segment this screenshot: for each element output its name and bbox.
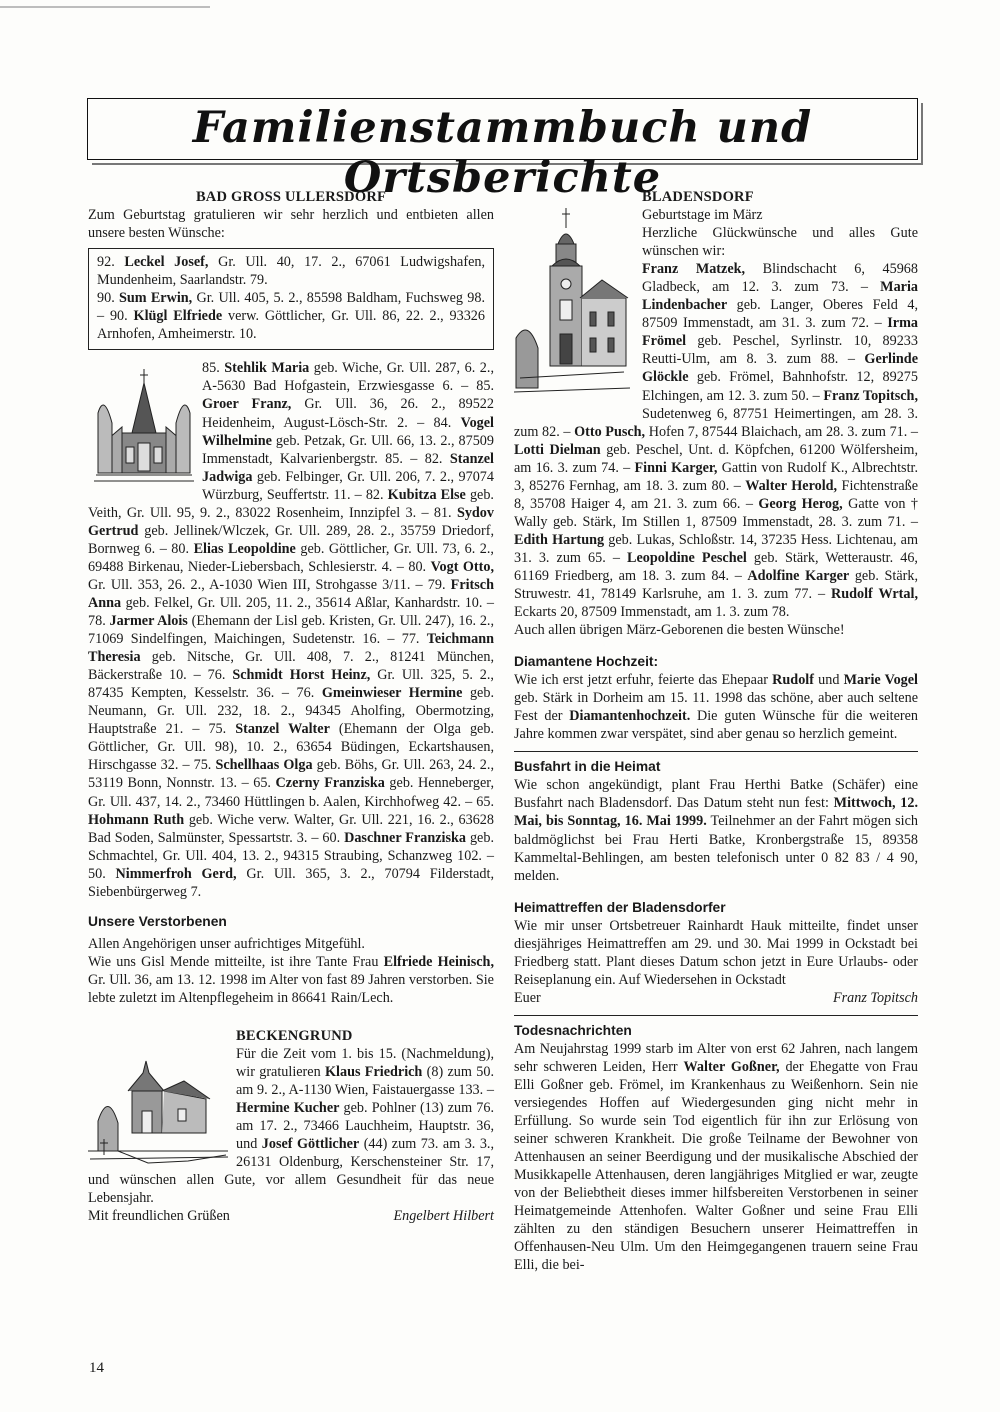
entry-name: Stehlik Maria	[224, 360, 310, 377]
entry-text: Gr. Ull. 325, 5. 2., 87435 Kempten, Kesselstr. 36. – 76.	[88, 667, 494, 702]
entry-text: geb. Henneberger, Gr. Ull. 437, 14. 2., 73460 Hüttlingen b. Aalen, Kirchhofweg 42. – 65.	[88, 775, 494, 810]
entry-text: Gr. Ull. 353, 26. 2., A-1030 Wien III, Strohgasse 3/11. – 79.	[88, 576, 451, 593]
beckengrund-section	[88, 1027, 494, 1226]
entry-text: geb. Frömel, Bahnhofstr. 12, 89275 Elchingen, am 12. 3. zum 50. –	[642, 369, 918, 404]
entry-text: geb. Jellinek/Wlczek, Gr. Ull. 289, 28. 2., 35759 Driedorf, Bornweg 6. – 80.	[88, 522, 494, 557]
church-illustration-right	[514, 188, 632, 404]
top-rule	[0, 6, 210, 8]
church-illustration-left	[94, 363, 194, 485]
entry-name: Klügl Elfriede	[133, 308, 223, 325]
entry-text: Blindschacht 6, 45968 Gladbeck, am 12. 3. zum 73. –	[642, 261, 918, 296]
entry-text: geb. Neumann, Gr. Ull. 232, 18. 2., 94345 Aholfing, Obermotzing, Hauptstraße 21. – 75.	[88, 685, 494, 738]
heimattreffen-text: Wie mir unser Ortsbetreuer Rainhardt Hauk mitteilte, findet unser diesjähriges Heimattreffen am 29. und 30. Mai 1999 in Ockstadt bei Friedberg statt. Plant dieses Datum schon jetzt in Eure Urlaubs- oder Reiseplanung ein. Auf Wiedersehen in Ockstadt	[514, 917, 918, 988]
entry-text: geb. Felkel, Gr. Ull. 205, 11. 2., 35614 Aßlar, Kanhardstr. 10. – 78.	[88, 594, 494, 630]
text: Gr. Ull. 36, am 13. 12. 1998 im Alter von fast 89 Jahren verstorben. Sie lebte zuletzt im Altenpflegeheim in 86641 Rain/Lech.	[88, 971, 494, 1006]
entry-name: Schmidt Horst Heinz,	[232, 667, 371, 684]
entry-text: geb. Lukas, Schloßstr. 14, 37235 Hess. Lichtenau, am 31. 3. zum 65. –	[514, 531, 918, 566]
bladensdorf-intro2: Herzliche Glückwünsche und alles Gute wünschen wir:	[642, 225, 918, 260]
date-highlight: Mittwoch, 12. Mai, bis Sonntag, 16. Mai 1999.	[514, 795, 919, 830]
entry-text: geb. Peschel, Syrlinstr. 10, 89233 Reutti-Ulm, am 8. 3. zum 88. –	[642, 333, 918, 368]
entry-age: 85.	[202, 360, 225, 377]
entry-age: 92.	[97, 254, 125, 271]
bad-gross-list	[88, 359, 494, 900]
busfahrt-text	[514, 776, 918, 884]
entry-name: Rudolf	[772, 672, 814, 689]
diamant-text	[514, 671, 918, 743]
section-title-bad-gross-ullersdorf: BAD GROSS ULLERSDORF	[195, 189, 387, 205]
text: (8) zum 50. am 9. 2., A-1130 Wien, Faistauergasse 133. –	[236, 1064, 494, 1099]
entry-text: geb. Göttlicher, Gr. Ull. 73, 6. 2., 69488 Birkenau, Nieder-Liebersbach, Schlesierstr. 4. – 80.	[88, 540, 494, 575]
entry-name: Sydov Gertrud	[88, 504, 494, 539]
text: und	[813, 672, 844, 689]
entry-name: Stanzel Walter	[235, 721, 330, 738]
section-title-verstorbene: Unsere Verstorbenen	[88, 913, 227, 929]
right-column	[514, 188, 918, 1274]
section-title-busfahrt: Busfahrt in die Heimat	[514, 759, 661, 775]
bad-gross-intro: Zum Geburtstag gratulieren wir sehr herzlich und entbieten allen unsere besten Wünsche:	[88, 207, 494, 242]
birthday-box-text-2	[97, 289, 485, 343]
text: geb. Stärk in Dorheim am 15. 11. 1998 das schöne, aber auch seltene Fest der	[514, 690, 918, 725]
page-number: 14	[89, 1360, 104, 1376]
entry-text: geb. Schmachtel, Gr. Ull. 404, 13. 2., 94315 Straubing, Schanzweg 102. – 50.	[88, 829, 494, 882]
entry-text: geb. Stärk, Struwestr. 41, 78149 Karlsruhe, am 1. 3. zum 77. –	[514, 567, 918, 603]
greeting: Mit freundlichen Grüßen	[88, 1208, 230, 1225]
section-title-heimattreffen: Heimattreffen der Bladensdorfer	[514, 899, 726, 915]
text: Wie uns Gisl Mende mitteilte, ist ihre Tante Frau	[88, 953, 384, 970]
text: (44) zum 73. am 3. 3., 26131 Oldenburg, Kerschensteiner Str. 17, und wünschen allen Gute, vor allem Gesundheit für das neue Lebensjahr.	[88, 1136, 495, 1207]
entry-name: Jarmer Alois	[109, 613, 188, 630]
author: Franz Topitsch	[832, 989, 918, 1006]
entry-name: Franz Topitsch,	[823, 387, 918, 404]
section-title-beckengrund: BECKENGRUND	[236, 1027, 353, 1044]
bladensdorf-intro: Geburtstage im März	[642, 207, 763, 224]
entry-name: Maria Lindenbacher	[642, 279, 918, 314]
entry-name: Kubitza Else	[387, 486, 466, 503]
deceased-name: Walter Goßner,	[683, 1058, 780, 1075]
text: der Ehegatte von Frau Elli Goßner geb. Frömel, im Krankenhaus zu Weißenhorn. Sein nie versiegendes Hoffen auf Wiedergesunden ging nicht mehr in Erfüllung. So wurde sein Tod eigentlich für ihn zur Erlösung von seiner schweren Krankheit. Die große Teilname der Bewohner von Attenhausen an seiner Beerdigung und der musikalische Abschied der Musikkapelle Attenhausen, deren langjähriges Mitglied er war, zeugte von der Beliebtheit dieses immer hilfsbereiten Verstorbenen in seiner Heimatgemeinde Attenhofen. Walter Goßner und seine Frau Elli zählten zu den ständigen Besuchern unserer Heimattreffen in Offenhausen-Neu Ulm. Um den Heimgegangenen trauern seine Frau Elli, die bei-	[514, 1058, 919, 1274]
entry-name: Gmeinwieser Hermine	[321, 685, 463, 702]
section-title-bladensdorf: BLADENSDORF	[642, 189, 754, 205]
text: Teilnehmer an der Fahrt mögen sich baldmöglichst bei Frau Herti Batke, Kronbergstraße 15, 89358 Kammeltal-Behlingen, am besten telefonisch unter 0 82 83 / 4 90, melden.	[514, 813, 919, 884]
entry-text: geb. Langer, Oberes Feld 4, 87509 Immenstadt, am 31. 3. zum 72. –	[642, 297, 918, 332]
highlight: Diamantenhochzeit.	[569, 708, 691, 725]
entry-text: geb. Veith, Gr. Ull. 95, 9. 2., 83022 Rosenheim, Innzipfel 3. – 81.	[88, 486, 494, 521]
entry-name: Daschner Franziska	[344, 829, 466, 846]
beckengrund-signature	[88, 1207, 494, 1225]
entry-name: Franz Matzek,	[642, 261, 746, 278]
entry-name: Leopoldine Peschel	[627, 549, 747, 566]
section-title-diamantene-hochzeit: Diamantene Hochzeit:	[514, 654, 659, 670]
entry-name: Georg Herog,	[758, 495, 843, 512]
entry-name: Edith Hartung	[514, 531, 605, 548]
entry-name: Otto Pusch,	[574, 423, 646, 440]
entry-name: Hermine Kucher	[236, 1100, 340, 1117]
entry-text: geb. Böhs, Gr. Ull. 263, 24. 2., 53119 Bonn, Nonnstr. 13. – 65.	[88, 757, 494, 792]
entry-text: geb. Stärk, Wetteraustr. 46, 61169 Friedberg, am 18. 3. zum 84. –	[514, 549, 918, 584]
bladensdorf-closing: Auch allen übrigen März-Geborenen die besten Wünsche!	[514, 622, 845, 639]
birthday-box	[88, 248, 494, 350]
entry-text: Gr. Ull. 405, 5. 2., 85598 Baldham, Fuchsweg 98. – 90.	[97, 290, 486, 325]
entry-text: geb. Wiche, Gr. Ull. 287, 6. 2., A-5630 Bad Hofgastein, Erzwiesgasse 6. – 85.	[202, 360, 494, 395]
divider	[514, 1015, 918, 1016]
entry-name: Czerny Franziska	[275, 775, 385, 792]
entry-text: geb. Petzak, Gr. Ull. 66, 13. 2., 87509 Immenstadt, Kalvarienbergstr. 85. – 82.	[202, 432, 494, 467]
entry-name: Marie Vogel	[843, 672, 918, 689]
text: Die guten Wünsche für die weiteren Jahre kommen zwar verspätet, sind aber genau so herzlich gemeint.	[514, 708, 918, 743]
entry-name: Nimmerfroh Gerd,	[115, 865, 237, 882]
entry-name: Hohmann Ruth	[88, 811, 185, 828]
entry-name: Elias Leopoldine	[193, 540, 296, 557]
entry-text: (Ehemann der Olga geb. Göttlicher, Gr. Ull. 98), 10. 2., 63654 Büdingen, Eckartshausen, Hirschgasse 32. – 75.	[88, 721, 494, 774]
entry-text: Gr. Ull. 365, 3. 2., 70794 Filderstadt, Siebenbürgerweg 7.	[88, 865, 494, 900]
left-column	[88, 188, 494, 1225]
entry-name: Josef Göttlicher	[261, 1136, 360, 1153]
entry-text: Gattin von Rudolf K., Albrechtstr. 3, 85276 Fernhag, am 18. 3. zum 80. –	[514, 459, 918, 494]
text: Am Neujahrstag 1999 starb im Alter von erst 62 Jahren, nach langem sehr schweren Leiden, Herr	[514, 1040, 918, 1075]
entry-name: Groer Franz,	[202, 396, 292, 413]
verstorbene-p2	[88, 953, 494, 1007]
entry-name: Klaus Friedrich	[325, 1064, 423, 1081]
entry-name: Lotti Dielman	[514, 441, 601, 458]
entry-name: Teichmann Theresia	[88, 631, 494, 666]
entry-name: Leckel Josef,	[124, 254, 209, 271]
entry-age: 90.	[97, 290, 119, 307]
text: Wie ich erst jetzt erfuhr, feierte das Ehepaar	[514, 672, 773, 689]
birthday-box-text	[97, 253, 485, 289]
entry-name: Gerlinde Glöckle	[642, 351, 918, 386]
divider	[514, 751, 918, 752]
entry-text: geb. Wiche verw. Walter, Gr. Ull. 221, 16. 2., 63628 Bad Soden, Salmünster, Spessartstr. 3. – 60.	[88, 811, 494, 846]
text: Wie schon angekündigt, plant Frau Herthi Batke (Schäfer) eine Busfahrt nach Bladensdorf. Das Datum steht nun fest:	[514, 777, 918, 812]
text: Für die Zeit vom 1. bis 15. (Nachmeldung), wir gratulieren	[236, 1046, 494, 1081]
verstorbene-p1: Allen Angehörigen unser aufrichtiges Mitgefühl.	[88, 935, 365, 952]
entry-text: Fichtenstraße 8, 35708 Haiger 4, am 21. 3. zum 66. –	[514, 477, 918, 512]
entry-text: geb. Nitsche, Gr. Ull. 408, 7. 2., 81241 München, Bäckerstraße 10. – 76.	[88, 649, 494, 684]
deceased-name: Elfriede Heinisch,	[383, 953, 494, 970]
entry-text: Hofen 7, 87544 Blaichach, am 28. 3. zum 71. –	[645, 423, 919, 440]
entry-name: Finni Karger,	[634, 459, 718, 476]
entry-name: Adolfine Karger	[747, 567, 850, 584]
entry-text: (Ehemann der Lisl geb. Kristen, Gr. Ull. 247), 16. 2., 71069 Sindelfingen, Maichingen, Sudetenstr. 16. – 77.	[88, 613, 495, 648]
entry-text: Gr. Ull. 40, 17. 2., 67061 Ludwigshafen, Mundenheim, Saarlandstr. 79.	[97, 254, 486, 289]
entry-text: geb. Felbinger, Gr. Ull. 206, 7. 2., 97074 Würzburg, Seuffertstr. 11. – 82.	[202, 468, 494, 503]
entry-name: Schellhaas Olga	[215, 757, 313, 774]
entry-name: Irma Frömel	[642, 315, 918, 350]
entry-name: Walter Herold,	[745, 477, 838, 494]
entry-text: Sudetenweg 6, 87751 Heimertingen, am 28. 3. zum 82. –	[514, 405, 918, 440]
entry-text: verw. Göttlicher, Gr. Ull. 86, 22. 2., 93326 Arnhofen, Amheimerstr. 10.	[97, 308, 485, 343]
entry-name: Sum Erwin,	[118, 290, 193, 307]
chapel-illustration	[88, 1051, 228, 1169]
entry-text: Gr. Ull. 36, 26. 2., 89522 Heidenheim, August-Lösch-Str. 2. – 84.	[202, 396, 494, 431]
page-title: Familienstammbuch und Ortsberichte	[192, 103, 813, 203]
entry-text: Gatte von † Wally geb. Stärk, Im Stillen 1, 87509 Immenstadt, 28. 3. zum 71. –	[514, 495, 918, 530]
text: geb. Pohlner (13) zum 76. am 17. 2., 73466 Lauchheim, Hauptstr. 36, und	[236, 1100, 494, 1153]
greeting: Euer	[514, 989, 541, 1006]
author: Engelbert Hilbert	[393, 1208, 494, 1225]
section-title-todesnachrichten: Todesnachrichten	[514, 1022, 632, 1038]
todes-text	[514, 1040, 918, 1275]
entry-name: Rudolf Wrtal,	[831, 586, 918, 603]
entry-name: Fritsch Anna	[88, 576, 494, 611]
entry-name: Stanzel Jadwiga	[202, 450, 494, 485]
entry-name: Vogt Otto,	[430, 558, 494, 575]
entry-name: Vogel Wilhelmine	[202, 414, 494, 449]
entry-text: Eckarts 20, 87509 Immenstadt, am 1. 3. zum 78.	[514, 604, 790, 621]
entry-text: geb. Peschel, Unt. d. Köpfchen, 61200 Wölfersheim, am 16. 3. zum 74. –	[514, 441, 918, 476]
heimattreffen-signature	[514, 989, 918, 1007]
